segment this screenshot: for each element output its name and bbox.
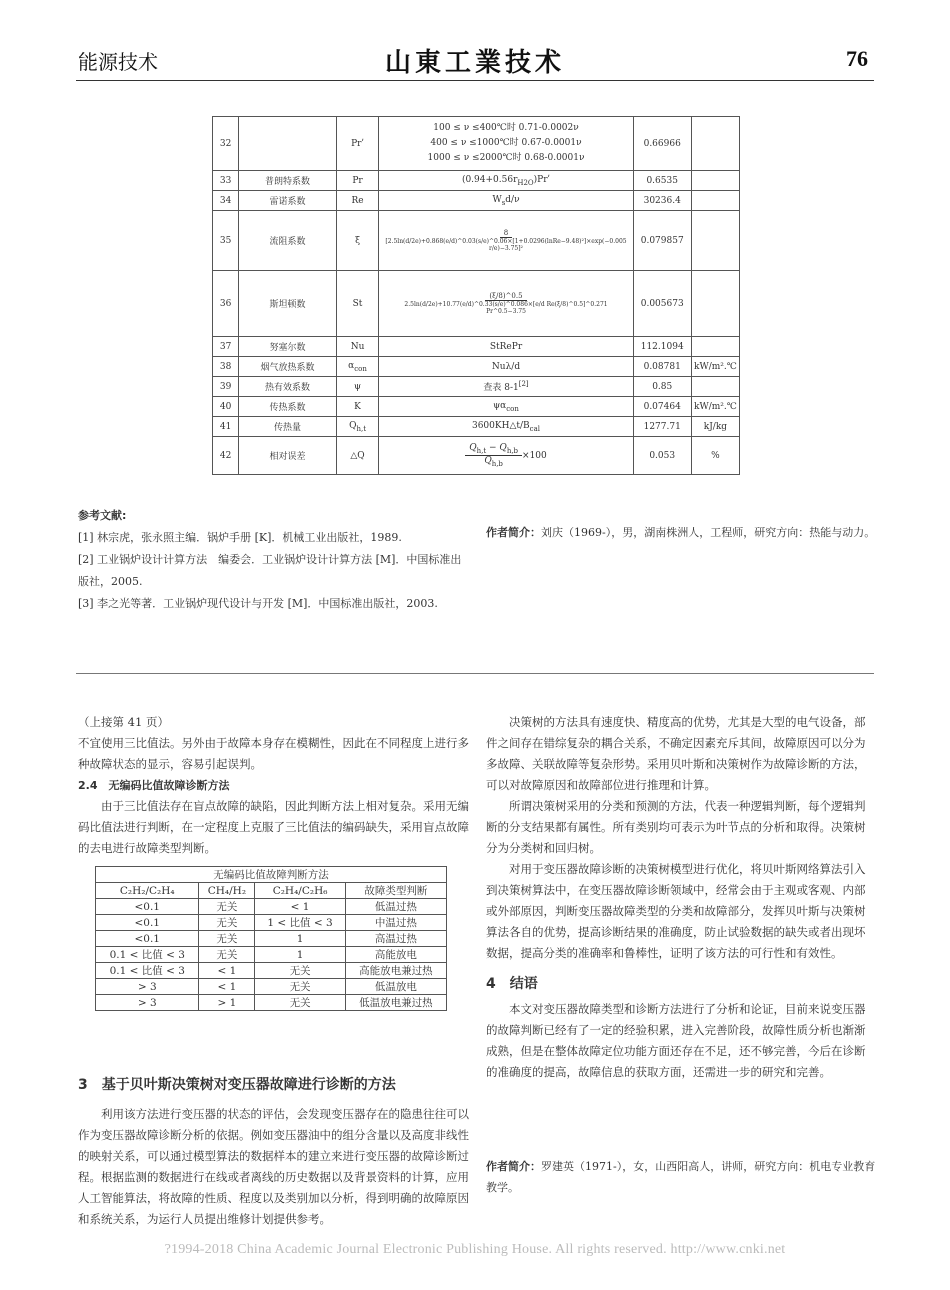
formula-line: 100 ≤ ν ≤400℃时 0.71-0.0002ν [433,123,579,133]
row-unit: kW/m².℃ [691,357,739,377]
paragraph: 不宜使用三比值法。另外由于故障本身存在模糊性，因此在不同程度上进行多种故障状态的显示，容易引起误判。 [78,736,469,771]
table-row [96,931,447,947]
row-name: 热有效系数 [239,377,336,397]
table-cell: < 1 [199,979,255,995]
table-cell: 无关 [199,899,255,915]
row-formula [379,437,633,475]
row-formula [379,211,633,271]
reference-item: [2] 工业锅炉设计计算方法 编委会．工业锅炉设计计算方法 [M]．中国标准出版社，2005. [78,553,462,588]
table-cell: 低温放电 [345,979,446,995]
row-name: 斯坦顿数 [239,271,336,337]
row-symbol [336,357,379,377]
column-header: CH₄/H₂ [199,883,255,899]
row-formula [379,191,633,211]
table-caption: 无编码比值故障判断方法 [96,867,447,883]
row-symbol: Pr [336,171,379,191]
journal-title: 山東工業技术 [384,48,565,78]
row-symbol: St [336,271,379,337]
bio-text: 罗建英（1971-），女，山西阳高人，讲师，研究方向：机电专业教育教学。 [486,1160,876,1194]
table-row [213,357,740,377]
table-cell: 高能放电兼过热 [345,963,446,979]
references [78,505,470,615]
table-cell: 1 [255,931,346,947]
formula-fraction [381,229,630,252]
formula-tail: d/ν [505,194,520,205]
reference-item: [3] 李之光等著．工业锅炉现代设计与开发 [M]．中国标准出版社，2003. [78,597,438,610]
code-ratio-table [95,866,447,1011]
continued-note: （上接第 41 页） [78,715,169,729]
row-name: 传热系数 [239,397,336,417]
fraction-numerator: 8 [500,229,512,238]
row-name: 努塞尔数 [239,337,336,357]
header-section: 能源技术 [78,50,158,74]
row-formula [379,271,633,337]
formula-sub: cal [529,424,540,433]
table-cell: <0.1 [96,899,199,915]
fraction-denominator: [2.5ln(d/2e)+0.868(e/d)^0.03(s/e)^0.06×[1+0.0296(lnRe−9.48)²]×exp(−0.005 r/e)−3.75]² [385,238,627,252]
table-cell: 0.1 < 比值 < 3 [96,947,199,963]
symbol-sub: h,t [356,424,367,433]
row-number: 34 [213,191,239,211]
row-value: 0.66966 [633,117,691,171]
row-symbol: ξ [336,211,379,271]
table-row [213,171,740,191]
row-symbol: △Q [336,437,379,475]
row-value: 30236.4 [633,191,691,211]
section-heading-2-4: 2.4 无编码比值故障诊断方法 [78,779,230,792]
citation-sup: [2] [518,380,529,388]
row-value: 112.1094 [633,337,691,357]
formula-fraction [465,443,522,468]
table-row [96,915,447,931]
table-row [213,397,740,417]
fraction-denominator: 2.5ln(d/2e)+10.77(e/d)^0.33(s/e)^0.086×[e/d Re(ξ/8)^0.5]^0.271 Pr^0.5−3.75 [404,301,608,315]
table-cell: 无关 [255,963,346,979]
table-cell: > 3 [96,995,199,1011]
row-value: 0.07464 [633,397,691,417]
row-number: 41 [213,417,239,437]
table-cell: 无关 [199,915,255,931]
copyright-footer: ?1994-2018 China Academic Journal Electronic Publishing House. All rights reserved. http://www.cnki.net [164,1242,786,1257]
formula-tail: ×100 [522,451,547,461]
formula-line: 400 ≤ ν ≤1000℃时 0.67-0.0001ν [430,138,582,148]
table-row [213,437,740,475]
fraction-numerator [465,443,522,456]
row-value: 0.85 [633,377,691,397]
row-name: 流阻系数 [239,211,336,271]
table-row [213,337,740,357]
row-symbol: Nu [336,337,379,357]
row-formula: Nuλ/d [379,357,633,377]
num-q: Q [469,443,477,454]
parameter-table [212,116,740,475]
author-bio-2 [486,1156,876,1198]
table-cell: <0.1 [96,931,199,947]
references-title: 参考文献: [78,509,127,522]
row-unit [691,337,739,357]
row-number: 32 [213,117,239,171]
table-cell: < 1 [199,963,255,979]
row-value: 0.079857 [633,211,691,271]
paragraph: 决策树的方法具有速度快、精度高的优势，尤其是大型的电气设备，部件之间存在错综复杂的耦合关系，不确定因素充斥其间，故障原因可以分为多故障、关联故障等复杂形势。采用贝叶斯和决策树作为故障诊断的方法，可以对故障原因和故障部位进行推理和计算。 [486,715,866,792]
page-number: 76 [846,46,868,71]
row-name: 传热量 [239,417,336,437]
table-row [96,899,447,915]
bio-label: 作者简介： [486,1160,541,1173]
row-name: 烟气放热系数 [239,357,336,377]
bio-label: 作者简介： [486,526,541,539]
den-q: Q [484,456,492,466]
row-symbol: ψ [336,377,379,397]
num-sub2: h,b [506,447,519,455]
table-row [96,947,447,963]
table-cell: 低温放电兼过热 [345,995,446,1011]
num-sub: h,t [476,447,487,455]
row-number: 36 [213,271,239,337]
den-sub: h,b [491,459,503,468]
table-row [96,979,447,995]
table-cell: 无关 [255,995,346,1011]
row-formula: StRePr [379,337,633,357]
formula-sub: H2O [517,178,534,187]
row-unit [691,211,739,271]
table-cell: 0.1 < 比值 < 3 [96,963,199,979]
symbol-text: Q [349,420,357,431]
table-row [213,211,740,271]
formula-text: ψα [493,400,507,411]
table-row [213,117,740,171]
column-header: C₂H₄/C₂H₆ [255,883,346,899]
table-row [96,995,447,1011]
header-rule [76,80,874,81]
bio-text: 刘庆（1969-），男，湖南株洲人，工程师，研究方向：热能与动力。 [541,526,876,539]
row-unit [691,191,739,211]
section-heading-3: 3 基于贝叶斯决策树对变压器故障进行诊断的方法 [78,1077,396,1093]
row-name: 雷诺系数 [239,191,336,211]
fraction-numerator: (ξ/8)^0.5 [485,292,526,301]
reference-item: [1] 林宗虎，张永照主编．锅炉手册 [K]．机械工业出版社，1989. [78,531,402,544]
table-cell: 无关 [199,947,255,963]
row-unit: kW/m².℃ [691,397,739,417]
symbol-text: α [348,360,355,371]
table-cell: 高能放电 [345,947,446,963]
formula-fraction [381,292,630,315]
section-heading-4: 4 结语 [486,976,538,992]
row-unit [691,271,739,337]
table-caption-row [96,867,447,883]
table-cell: 高温过热 [345,931,446,947]
table-cell: 中温过热 [345,915,446,931]
formula-line: 1000 ≤ ν ≤2000℃时 0.68-0.0001ν [427,153,585,163]
row-number: 38 [213,357,239,377]
paragraph: 本文对变压器故障类型和诊断方法进行了分析和论证，目前来说变压器的故障判断已经有了一定的经验积累，进入完善阶段，故障性质分析也渐渐成熟，但是在整体故障定位功能方面还存在不足，还不够完善，今后在诊断的准确度的提高，故障信息的获取方面，还需进一步的研究和完善。 [486,1002,866,1079]
table-row [213,271,740,337]
table-header-row [96,883,447,899]
num-mid: − Q [486,443,507,454]
row-formula [379,397,633,417]
row-number: 37 [213,337,239,357]
row-unit [691,171,739,191]
row-formula [379,417,633,437]
table-cell: 无关 [199,931,255,947]
column-header: C₂H₂/C₂H₄ [96,883,199,899]
paragraph: 由于三比值法存在盲点故障的缺陷，因此判断方法上相对复杂。采用无编码比值法进行判断，在一定程度上克服了三比值法的编码缺失，采用盲点故障的去电进行故障类型判断。 [78,799,469,855]
formula-text: 3600KH△t/B [471,420,530,431]
table-cell: > 1 [199,995,255,1011]
column-header: 故障类型判断 [345,883,446,899]
row-value: 1277.71 [633,417,691,437]
table-cell: 1 < 比值 < 3 [255,915,346,931]
formula-tail: )Prʹ [533,174,551,185]
row-number: 39 [213,377,239,397]
table-cell: 无关 [255,979,346,995]
row-symbol: Re [336,191,379,211]
formula-sub: s [501,198,506,207]
table-cell: 1 [255,947,346,963]
row-number: 33 [213,171,239,191]
paragraph: 所谓决策树采用的分类和预测的方法，代表一种逻辑判断，每个逻辑判断的分支结果都有属性。所有类别均可表示为叶节点的分析和取得。决策树分为分类树和回归树。 [486,799,866,855]
table-row [213,191,740,211]
row-number: 35 [213,211,239,271]
table-cell: < 1 [255,899,346,915]
row-unit [691,117,739,171]
fraction-denominator [480,456,507,468]
row-unit: % [691,437,739,475]
row-value: 0.6535 [633,171,691,191]
row-name: 普朗特系数 [239,171,336,191]
row-symbol: Prʹ [336,117,379,171]
row-value: 0.005673 [633,271,691,337]
row-formula [379,117,633,171]
row-value: 0.053 [633,437,691,475]
row-unit [691,377,739,397]
formula-text: W [492,194,502,205]
symbol-sub: con [354,364,367,373]
table-cell: <0.1 [96,915,199,931]
formula-text: 查表 8-1 [483,383,519,393]
row-symbol: K [336,397,379,417]
row-symbol [336,417,379,437]
row-name [239,117,336,171]
author-bio-1 [486,522,876,544]
heading-gap [486,964,876,974]
section-divider [76,673,874,674]
row-formula [379,377,633,397]
table-row [96,963,447,979]
table-row [213,417,740,437]
table-cell: > 3 [96,979,199,995]
paragraph: 利用该方法进行变压器的状态的评估，会发现变压器存在的隐患往往可以作为变压器故障诊断分析的依据。例如变压器油中的组分含量以及高度非线性的映射关系，可以通过模型算法的数据样本的建立来进行变压器的故障诊断过程。根据监测的数据进行在线或者离线的历史数据以及背景资料的计算，应用人工智能算法，将故障的性质、程度以及类别加以分析，得到明确的故障原因和系统关系，为运行人员提出维修计划提供参考。 [78,1107,469,1226]
formula-text: (0.94+0.56r [461,174,518,185]
table-cell: 低温过热 [345,899,446,915]
right-column [486,712,876,1083]
row-formula [379,171,633,191]
heading-gap [78,1096,470,1104]
row-number: 42 [213,437,239,475]
table-row [213,377,740,397]
row-number: 40 [213,397,239,417]
paragraph: 对用于变压器故障诊断的决策树模型进行优化，将贝叶斯网络算法引入到决策树算法中，在变压器故障诊断领域中，经常会由于主观或客观、内部或外部原因，判断变压器故障类型的分类和故障部分，发挥贝叶斯与决策树算法各自的优势，提高诊断结果的准确度，防止试验数据的缺失或者出现坏数据，提高分类的准确率和鲁棒性，证明了该方法的可行性和有效性。 [486,862,866,960]
row-value: 0.08781 [633,357,691,377]
row-unit: kJ/kg [691,417,739,437]
row-name: 相对误差 [239,437,336,475]
formula-sub: con [506,404,519,413]
